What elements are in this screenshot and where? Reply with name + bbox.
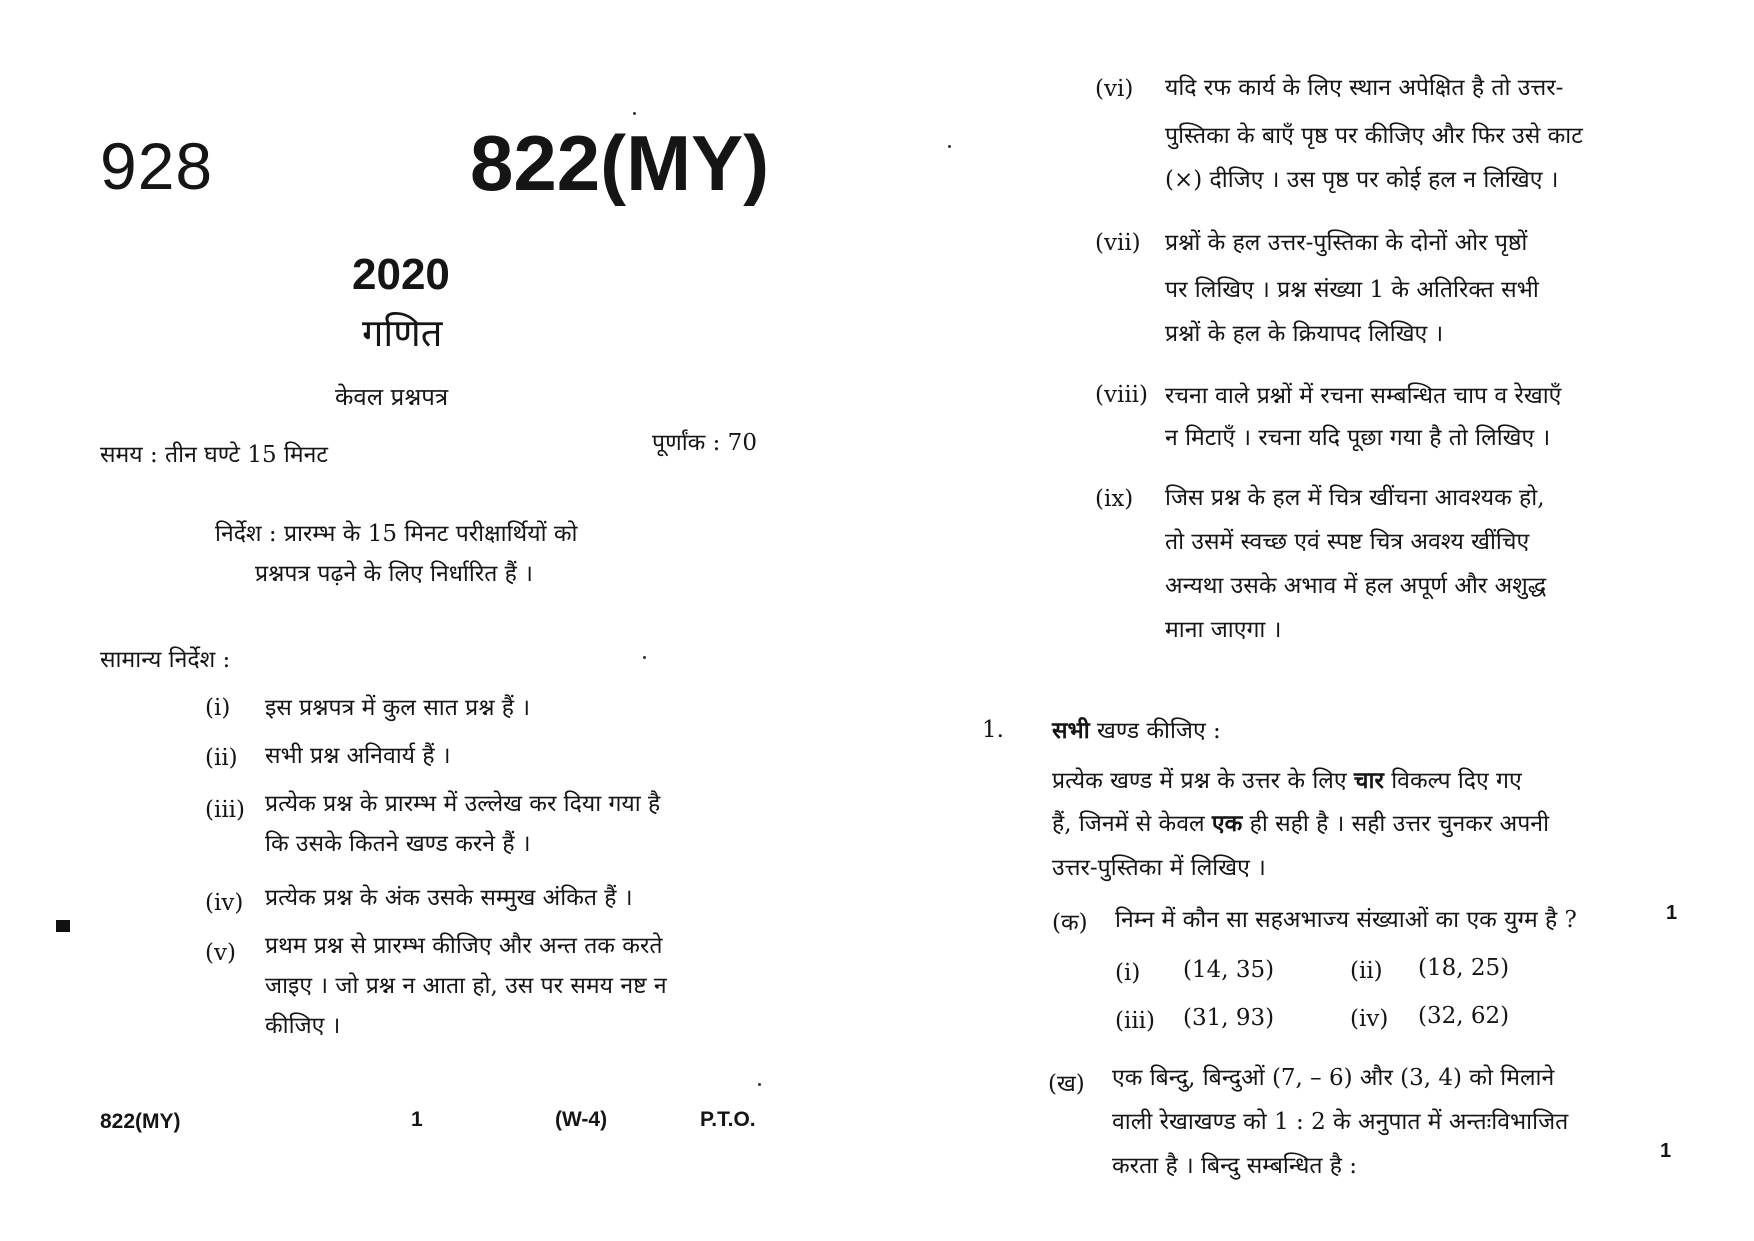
- footer-paper-code: 822(MY): [100, 1110, 181, 1133]
- question-number: 1.: [982, 717, 1004, 743]
- instruction-number: (i): [205, 695, 231, 721]
- part-question-text: एक बिन्दु, बिन्दुओं (7, – 6) और (3, 4) को मिलाने: [1112, 1065, 1555, 1091]
- question-heading: [1052, 713, 1221, 745]
- scan-mark: [56, 920, 70, 932]
- instruction-text: जाइए । जो प्रश्न न आता हो, उस पर समय नष्ट न: [265, 973, 667, 999]
- part-label: (क): [1052, 910, 1088, 936]
- scan-dot: [643, 656, 646, 659]
- part-question-text: करता है । बिन्दु सम्बन्धित है :: [1112, 1153, 1358, 1179]
- footer-pto: P.T.O.: [700, 1108, 756, 1131]
- instruction-text: सभी प्रश्न अनिवार्य हैं ।: [265, 743, 451, 769]
- intro-text: ही सही है । सही उत्तर चुनकर अपनी: [1249, 811, 1550, 837]
- scan-dot: [758, 1083, 761, 1086]
- intro-bold: एक: [1211, 810, 1243, 837]
- instruction-text: प्रश्नों के हल के क्रियापद लिखिए ।: [1165, 321, 1444, 347]
- serial-number: 928: [100, 129, 214, 203]
- instruction-text: प्रथम प्रश्न से प्रारम्भ कीजिए और अन्त तक करते: [265, 933, 663, 959]
- option-number: (ii): [1350, 958, 1383, 984]
- instruction-text: प्रत्येक प्रश्न के प्रारम्भ में उल्लेख कर दिया गया है: [265, 791, 661, 817]
- question-intro-line-1: [1052, 763, 1522, 795]
- instruction-text: अन्यथा उसके अभाव में हल अपूर्ण और अशुद्ध: [1165, 573, 1547, 599]
- part-question-text: निम्न में कौन सा सहअभाज्य संख्याओं का एक युग्म है ?: [1115, 907, 1577, 933]
- instruction-number: (vi): [1095, 76, 1134, 102]
- instruction-text: (×) दीजिए । उस पृष्ठ पर कोई हल न लिखिए ।: [1165, 167, 1559, 193]
- part-question-text: वाली रेखाखण्ड को 1 : 2 के अनुपात में अन्तःविभाजित: [1112, 1109, 1569, 1135]
- option-number: (iii): [1115, 1008, 1156, 1034]
- instruction-number: (viii): [1095, 382, 1149, 408]
- exam-year: 2020: [352, 250, 450, 299]
- instruction-number: (v): [205, 940, 236, 966]
- instruction-number: (vii): [1095, 230, 1141, 256]
- instruction-text: न मिटाएँ । रचना यदि पूछा गया है तो लिखिए ।: [1165, 425, 1551, 451]
- intro-text: विकल्प दिए गए: [1391, 768, 1522, 794]
- instruction-text: रचना वाले प्रश्नों में रचना सम्बन्धित चाप व रेखाएँ: [1165, 383, 1562, 409]
- question-intro-line-2: [1052, 806, 1549, 838]
- option-value: (14, 35): [1183, 957, 1275, 983]
- instruction-text: पर लिखिए । प्रश्न संख्या 1 के अतिरिक्त सभी: [1165, 277, 1539, 303]
- instruction-text: यदि रफ कार्य के लिए स्थान अपेक्षित है तो उत्तर-: [1165, 75, 1564, 101]
- instruction-text: प्रश्नों के हल उत्तर-पुस्तिका के दोनों ओर पृष्ठों: [1165, 230, 1528, 256]
- instruction-text: कीजिए ।: [265, 1013, 341, 1039]
- paper-type: केवल प्रश्नपत्र: [335, 383, 449, 411]
- part-marks: 1: [1666, 902, 1678, 924]
- part-label: (ख): [1048, 1071, 1085, 1097]
- footer-set-code: (W-4): [555, 1108, 608, 1131]
- question-intro-line-3: उत्तर-पुस्तिका में लिखिए ।: [1052, 855, 1266, 881]
- time-allowed: समय : तीन घण्टे 15 मिनट: [100, 442, 328, 468]
- instruction-number: (ii): [205, 745, 238, 771]
- option-value: (31, 93): [1183, 1005, 1275, 1031]
- subject-title: गणित: [362, 311, 443, 355]
- option-value: (18, 25): [1418, 955, 1510, 981]
- instruction-text: प्रत्येक प्रश्न के अंक उसके सम्मुख अंकित हैं ।: [265, 885, 633, 911]
- instruction-number: (iv): [205, 890, 244, 916]
- intro-text: हैं, जिनमें से केवल: [1052, 811, 1205, 837]
- instruction-text: कि उसके कितने खण्ड करने हैं ।: [265, 831, 531, 857]
- reading-note-line-2: प्रश्नपत्र पढ़ने के लिए निर्धारित हैं ।: [255, 561, 533, 587]
- question-heading-bold: सभी: [1052, 717, 1090, 744]
- part-marks: 1: [1660, 1140, 1672, 1162]
- option-value: (32, 62): [1418, 1003, 1510, 1029]
- reading-note-line-1: निर्देश : प्रारम्भ के 15 मिनट परीक्षार्थियों को: [215, 521, 578, 547]
- instruction-text: इस प्रश्नपत्र में कुल सात प्रश्न हैं ।: [265, 695, 531, 721]
- scan-dot: [948, 145, 951, 148]
- option-number: (iv): [1350, 1006, 1389, 1032]
- instruction-number: (ix): [1095, 486, 1134, 512]
- instruction-text: जिस प्रश्न के हल में चित्र खींचना आवश्यक हो,: [1165, 485, 1545, 511]
- instruction-text: माना जाएगा ।: [1165, 617, 1282, 643]
- paper-code-heading: 822(MY): [470, 119, 770, 207]
- instruction-number: (iii): [205, 797, 246, 823]
- scan-dot: [633, 112, 636, 115]
- option-number: (i): [1115, 960, 1141, 986]
- maximum-marks: पूर्णांक : 70: [652, 430, 757, 456]
- question-heading-rest: खण्ड कीजिए :: [1097, 718, 1221, 744]
- general-instructions-heading: सामान्य निर्देश :: [100, 647, 231, 673]
- instruction-text: पुस्तिका के बाएँ पृष्ठ पर कीजिए और फिर उसे काट: [1165, 123, 1583, 149]
- footer-page-number: 1: [411, 1108, 423, 1131]
- instruction-text: तो उसमें स्वच्छ एवं स्पष्ट चित्र अवश्य खींचिए: [1165, 529, 1530, 555]
- intro-text: प्रत्येक खण्ड में प्रश्न के उत्तर के लिए: [1052, 768, 1347, 794]
- intro-bold: चार: [1353, 767, 1384, 794]
